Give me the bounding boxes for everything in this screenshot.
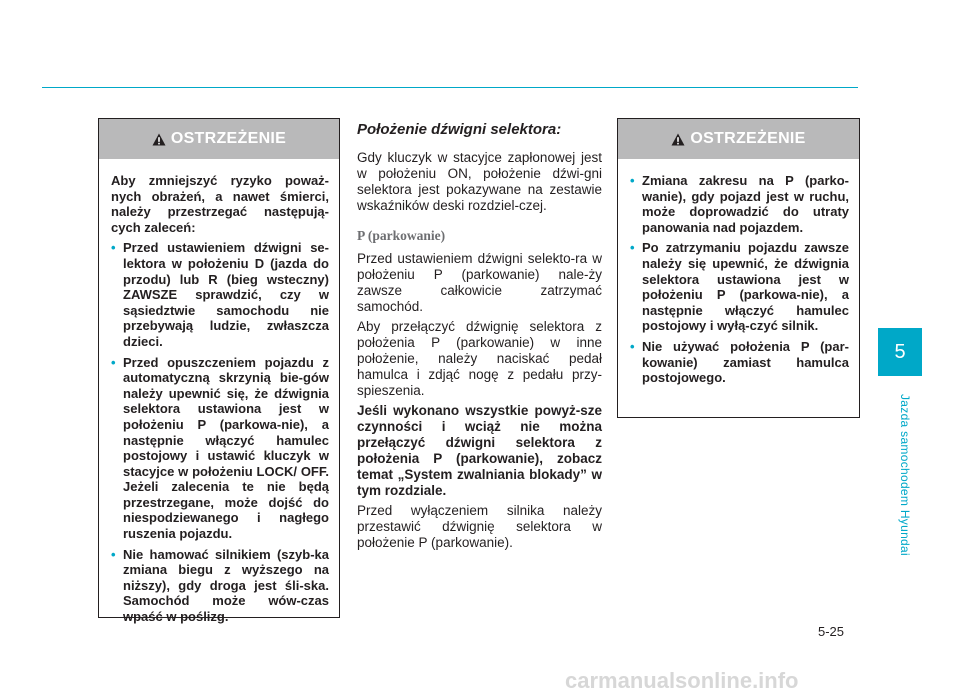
top-rule: [42, 87, 858, 88]
section-heading: Położenie dźwigni selektora:: [357, 121, 562, 138]
warning-title: OSTRZEŻENIE: [690, 130, 806, 147]
list-item: • Nie używać położenia P (par-kowanie) zamiast hamulca postojowego.: [630, 338, 849, 386]
warning-box-left: [98, 118, 340, 625]
watermark: carmanualsonline.info: [565, 668, 799, 693]
warning-box-right: [617, 118, 860, 418]
paragraph: Aby przełączyć dźwignię selektora z położenia P (parkowanie) w inne położenie, należy naciskać pedał hamulca i zdjąć nogę z pedału przy-spieszenia.: [357, 319, 602, 398]
paragraph-bold: Jeśli wykonano wszystkie powyż-sze czynności i wciąż nie można przełączyć dźwigni selektora z położenia P (parkowanie), zobacz temat „System zwalniania blokady” w tym rozdziale.: [357, 403, 602, 498]
list-item: • Nie hamować silnikiem (szyb-ka zmiana biegu z wyższego na niższy), gdy droga jest śli-ska. Samochód może wów-czas wpaść w poślizg.: [111, 546, 329, 625]
warning-intro: Aby zmniejszyć ryzyko poważ-nych obrażeń, a nawet śmierci, należy przestrzegać następują-cych zaleceń:: [111, 173, 329, 235]
warning-list: [630, 173, 849, 386]
warning-title: OSTRZEŻENIE: [170, 130, 287, 147]
chapter-tab: 5: [878, 328, 922, 376]
bullet-dot: •: [111, 546, 116, 562]
subheading-park: P (parkowanie): [357, 228, 446, 243]
list-item: • Przed opuszczeniem pojazdu z automatyczną skrzynią bie-gów należy upewnić się, że dźwignia selektora ustawiona jest w położeniu P (parkowa-nie), a następnie włączyć hamulec postojowy i ustawić kluczyk w stacyjce w położeniu LOCK/ OFF. Jeżeli zalecenia te nie będą przestrzegane, może dojść do niespodziewanego i nagłego ruszenia pojazdu.: [111, 354, 329, 542]
bullet-dot: •: [630, 240, 635, 256]
middle-column: [357, 122, 602, 555]
bullet-dot: •: [630, 173, 635, 188]
list-item: • Zmiana zakresu na P (parko-wanie), gdy pojazd jest w ruchu, może doprowadzić do utraty panowania nad pojazdem.: [630, 173, 849, 235]
warning-triangle-icon: [671, 133, 685, 146]
bullet-dot: •: [111, 354, 116, 370]
chapter-label: Jazda samochodem Hyundai: [898, 394, 912, 556]
list-item: • Po zatrzymaniu pojazdu zawsze należy się upewnić, że dźwignia selektora ustawiona jest w położeniu P (parkowa-nie), a następnie włączyć hamulec postojowy i wyłą-czyć silnik.: [630, 240, 849, 334]
bullet-dot: •: [630, 338, 635, 354]
warning-header: [618, 119, 859, 159]
page-number: 5-25: [818, 624, 845, 639]
warning-header: [99, 119, 339, 159]
paragraph: Przed ustawieniem dźwigni selekto-ra w położeniu P (parkowanie) nale-ży zawsze całkowicie zatrzymać samochód.: [357, 251, 602, 314]
bullet-dot: •: [111, 240, 116, 256]
intro-paragraph: Gdy kluczyk w stacyjce zapłonowej jest w położeniu ON, położenie dźwi-gni selektora jest pokazywane na zestawie wskaźników deski rozdziel-czej.: [357, 150, 602, 213]
warning-body: [99, 159, 339, 640]
warning-list: [111, 240, 329, 624]
warning-triangle-icon: [152, 133, 166, 146]
paragraph: Przed wyłączeniem silnika należy przestawić dźwignię selektora w położenie P (parkowanie).: [357, 503, 602, 550]
warning-body: [618, 159, 859, 401]
list-item: • Przed ustawieniem dźwigni se-lektora w położeniu D (jazda do przodu) lub R (bieg wsteczny) ZAWSZE sprawdzić, czy w sąsiedztwie samochodu nie przebywają ludzie, zwłaszcza dzieci.: [111, 240, 329, 349]
